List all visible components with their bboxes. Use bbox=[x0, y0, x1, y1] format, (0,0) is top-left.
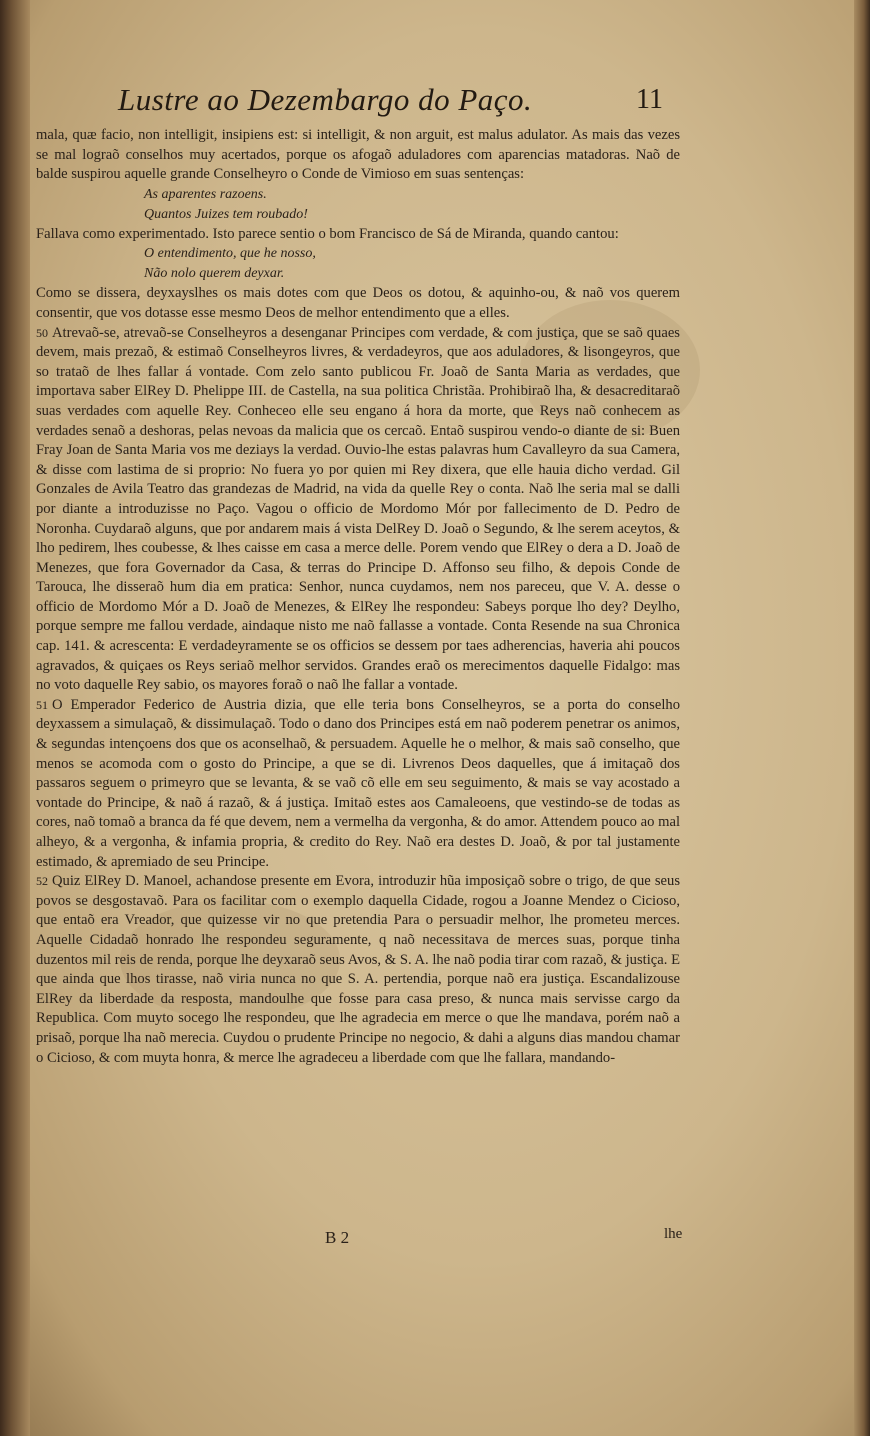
page-number: 11 bbox=[636, 84, 663, 115]
running-title: Lustre ao Dezembargo do Paço. bbox=[118, 82, 533, 117]
paragraph-number: 52 bbox=[36, 874, 48, 889]
verse-line: As aparentes razoens. bbox=[144, 186, 267, 202]
verse-line: Quantos Juizes tem roubado! bbox=[144, 206, 308, 222]
verse-line: O entendimento, que he nosso, bbox=[144, 246, 316, 262]
verse-line: Não nolo querem deyxar. bbox=[144, 266, 285, 282]
paragraph-intro: mala, quæ facio, non intelligit, insipiens est: si intelligit, & non arguit, est malus adulator. As mais das vezes se mal lograõ conselhos muy acertados, porque os afogaõ aduladores com aparencias matadoras. Naõ de balde suspirou aquelle grande Conselheyro o Conde de Vimioso em suas sentenças: bbox=[36, 127, 680, 183]
page-edge bbox=[854, 0, 870, 1436]
catchword: lhe bbox=[664, 1226, 683, 1242]
paragraph-51 bbox=[36, 696, 680, 872]
paragraph-number: 50 bbox=[36, 325, 48, 340]
signature-mark: B 2 bbox=[325, 1228, 350, 1247]
body-text bbox=[36, 126, 680, 1068]
binding-gutter bbox=[0, 0, 30, 1436]
paragraph-text: O Emperador Federico de Austria dizia, que elle teria bons Conselheyros, se a porta do conselho deyxassem a simulaçaõ, & dissimulaçaõ. Todo o dano dos Principes está em naõ poderem penetrar os animos, & segundas intençoens dos que os aconselhaõ, & persuadem. Aquelle he o melhor, & mais saõ conselho, que menos se acomoda com o gosto do Principe, a que se di. Livrenos Deos daquelles, que á imitaçaõ dos passaros seguem o primeyro que se levanta, & se vaõ cõ elle em seu seguimento, & mais se vay acostado a vontade do Principe, & naõ á razaõ, & á justiça. Imitaõ estes aos Camaleoens, que vestindo-se de todas as cores, naõ tomaõ a branca da fé que devem, nem a vermelha da vergonha, & do amor. Attendem pouco ao mal alheyo, & a vergonha, & infamia propria, & credito do Rey. Naõ era destes D. Joaõ, & por tal justamente estimado, & apremiado de seu Principe. bbox=[36, 696, 680, 870]
paragraph-52 bbox=[36, 872, 680, 1068]
paragraph-number: 51 bbox=[36, 697, 48, 712]
paragraph-50 bbox=[36, 324, 680, 696]
paragraph-mid: Fallava como experimentado. Isto parece sentio o bom Francisco de Sá de Miranda, quando cantou: bbox=[36, 225, 619, 242]
paragraph-text: Quiz ElRey D. Manoel, achandose presente em Evora, introduzir hũa imposiçaõ sobre o trigo, de que seus povos se desgostavaõ. Para os facilitar com o exemplo daquella Cidade, rogou a Joanne Mendez o Cicioso, que entaõ era Vreador, que quizesse vir no que pretendia Para o persuadir melhor, lhe prometeu merces. Aquelle Cidadaõ honrado lhe respondeu seguramente, q naõ necessitava de merces suas, porque tinha duzentos mil reis de renda, porque lhe deyxaraõ seus Avos, & S. A. lhe naõ podia tirar com razaõ, & justiça. E que ainda que lhos tirasse, naõ viria nunca no que S. A. pertendia, porque naõ era justiça. Escandalizouse ElRey da liberdade da resposta, mandoulhe que fosse para casa preso, & nunca mais servisse cargo da Republica. Com muyto socego lhe respondeu, que lhe agradecia em merce o que lhe mandava, porém naõ a prisaõ, porque lha naõ merecia. Cuydou o prudente Principe no negocio, & dahi a alguns dias mandou chamar o Cicioso, & com muyta honra, & merce lhe agradeceu a liberdade com que lhe fallara, mandando- bbox=[36, 873, 680, 1066]
paragraph-text: Atrevaõ-se, atrevaõ-se Conselheyros a desenganar Principes com verdade, & com justiça, que se saõ quaes devem, mais prezaõ, & estimaõ Conselheyros livres, & verdadeyros, que aos aduladores, & lisongeyros, que so trataõ de lhes fallar á vontade. Com zelo santo publicou Fr. Joaõ de Santa Maria as verdades, que importava saber ElRey D. Phelippe III. de Castella, na sua politica Christãa. Prohibiraõ lha, & desacreditaraõ suas verdades com aquelle Rey. Conheceo elle seu engano á hora da morte, que Reys naõ conhecem as verdades senaõ a deshoras, pelas nevoas da malicia que os cercaõ. Entaõ suspirou vendo-o diante de si: Buen Fray Joan de Santa Maria vos me deziays la verdad. Ouvio-lhe estas palavras hum Cavalleyro da sua Camera, & disse com lastima de si proprio: No fuera yo por quien mi Rey dixera, que elle hauia dicho verdad. Gil Gonzales de Avila Teatro das grandezas de Madrid, na vida da quelle Rey o conta. Naõ lhe seria mal se dalli por diante a introduzisse no Paço. Vagou o officio de Mordomo Mór por fallecimento de D. Pedro de Noronha. Cuydaraõ alguns, que por andarem mais á vista DelRey D. Joaõ o Segundo, & lhe serem aceytos, & lho pedirem, lhes coubesse, & lhes caisse em casa a merce delle. Porem vendo que ElRey o dera a D. Joaõ de Menezes, que fora Governador da Casa, & terras do Principe D. Affonso seu filho, & depois Conde de Tarouca, lhe disseraõ hum dia em pratica: Senhor, nunca cuydamos, nem nos pareceu, que V. A. desse o officio de Mordomo Mór a D. Joaõ de Menezes, & ElRey lhe respondeu: Sabeys porque lho dey? Deylho, porque sempre me fallou verdade, aindaque nisto me naõ fallasse a vontade. Conta Resende na sua Chronica cap. 141. & acrescenta: E verdadeyramente se os officios se dessem por taes adherencias, haveria ahi poucos agravados, & quiçaes os Reys seriaõ melhor servidos. Grandes eraõ os merecimentos daquelle Fidalgo: mas no voto daquelle Rey sabio, os mayores foraõ o naõ lhe fallar a vontade. bbox=[36, 324, 680, 694]
paragraph-after-verse: Como se dissera, deyxayslhes os mais dotes com que Deos os dotou, & aquinho-ou, & naõ vos querem consentir, que vos dotasse esse mesmo Deos de melhor entendimento que a elles. bbox=[36, 285, 680, 321]
